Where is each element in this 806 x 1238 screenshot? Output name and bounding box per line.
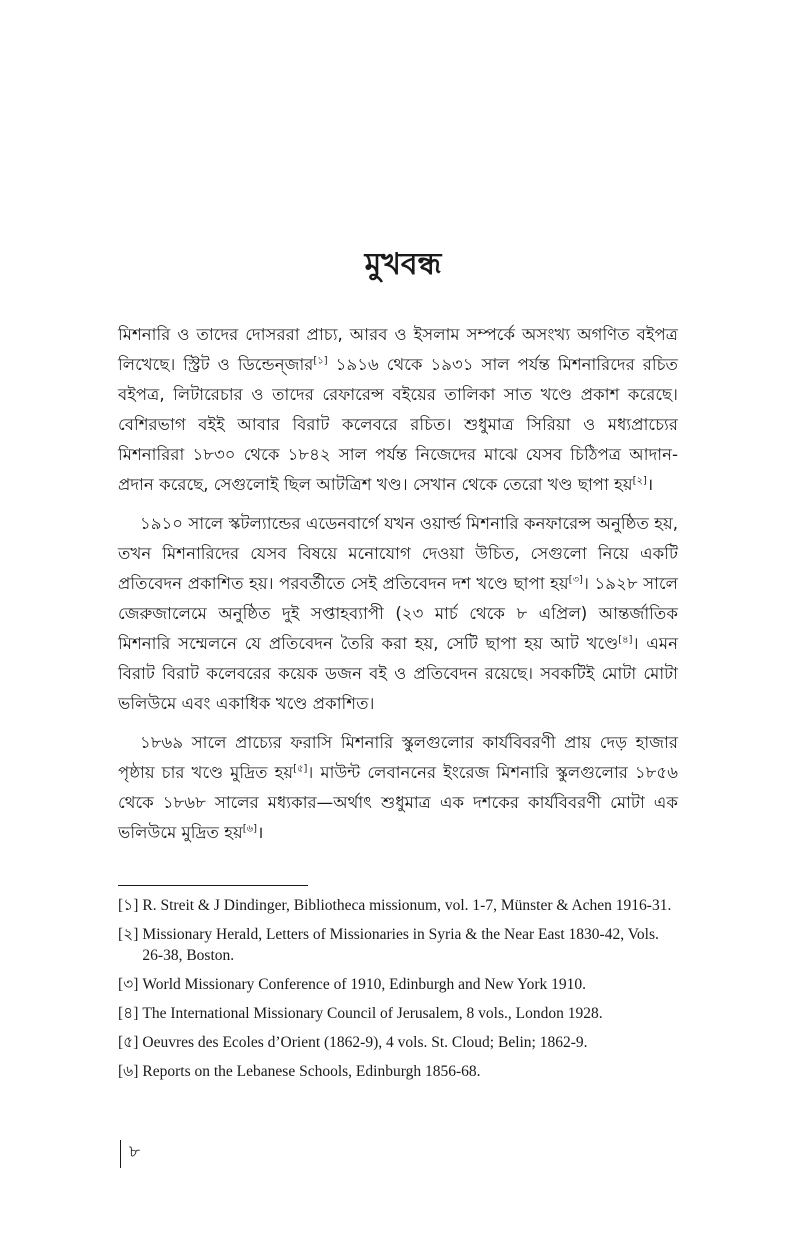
footnote-mark: [৬] [118,1063,139,1080]
paragraph-3 [118,728,678,848]
paragraph-text: । [257,823,264,842]
footnote-mark: [৪] [118,1005,139,1022]
footnote-ref-1[interactable]: [১] [313,355,328,367]
footnote-text: The International Missionary Council of Jerusalem, 8 vols., London 1928. [142,1005,603,1022]
paragraph-text: ১৯১০ সালে স্কটল্যান্ডের এডেনবার্গে যখন ওয়ার্ল্ড মিশনারি কনফারেন্স অনুষ্ঠিত হয়, তখন মিশনারিদের যেসব বিষয়ে মনোযোগ দেওয়া উচিত, সেগুলো নিয়ে একটি প্রতিবেদন প্রকাশিত হয়। পরবর্তীতে সেই প্রতিবেদন দশ খণ্ডে ছাপা হয় [118,514,678,593]
footnote-text: World Missionary Conference of 1910, Edinburgh and New York 1910. [142,976,587,993]
footnote-1 [118,895,680,916]
paragraph-2 [118,509,678,719]
paragraph-1 [118,320,678,500]
paragraph-text: মিশনারি ও তাদের দোসররা প্রাচ্য, আরব ও ইসলাম সম্পর্কে অসংখ্য অগণিত বইপত্র লিখেছে। স্ট্রিট ও ডিন্ডেন্‌জার [118,325,678,374]
footnote-text: Oeuvres des Ecoles d’Orient (1862-9), 4 vols. St. Cloud; Belin; 1862-9. [142,1034,588,1051]
paragraph-text: । মাউন্ট লেবাননের ইংরেজ মিশনারি স্কুলগুলোর ১৮৫৬ থেকে ১৮৬৮ সালের মধ্যকার—অর্থাৎ শুধুমাত্র এক দশকের কার্যবিবরণী মোটা এক ভলিউমে মুদ্রিত হয় [118,763,678,842]
footnote-divider [118,885,308,886]
footnote-2 [118,924,680,966]
footnote-mark: [৩] [118,976,139,993]
footnote-4 [118,1003,680,1024]
page-number: ৮ [129,1142,141,1162]
footnote-mark: [১] [118,897,139,914]
footnote-ref-2[interactable]: [২] [632,475,647,487]
footnote-ref-3[interactable]: [৩] [568,574,583,586]
page-title: মুখবন্ধ [364,247,442,282]
paragraph-text: ১৮৬৯ সালে প্রাচ্যের ফরাসি মিশনারি স্কুলগুলোর কার্যবিবরণী প্রায় দেড় হাজার পৃষ্ঠায় চার খণ্ডে মুদ্রিত হয় [118,733,678,782]
body-text [118,320,678,857]
footnote-5 [118,1032,680,1053]
footnote-mark: [৫] [118,1034,139,1051]
footnote-mark: [২] [118,926,139,943]
footnote-ref-6[interactable]: [৬] [242,823,258,835]
footnote-3 [118,974,680,995]
footnote-ref-5[interactable]: [৫] [293,763,308,775]
footnote-text: Reports on the Lebanese Schools, Edinburgh 1856-68. [142,1063,481,1080]
footnote-text: R. Streit & J Dindinger, Bibliotheca missionum, vol. 1-7, Münster & Achen 1916-31. [142,897,672,914]
footnote-text: Missionary Herald, Letters of Missionaries in Syria & the Near East 1830-42, Vols. 26-38, Boston. [142,926,659,964]
paragraph-text: । এমন বিরাট বিরাট কলেবরের কয়েক ডজন বই ও প্রতিবেদন রয়েছে। সবকটিই মোটা মোটা ভলিউমে এবং একাধিক খণ্ডে প্রকাশিত। [118,634,679,713]
footnotes [118,895,680,1090]
paragraph-text: । ১৯২৮ সালে জেরুজালেমে অনুষ্ঠিত দুই সপ্তাহব্যাপী (২৩ মার্চ থেকে ৮ এপ্রিল) আন্তর্জাতিক মিশনারি সম্মেলনে যে প্রতিবেদন তৈরি করা হয়, সেটি ছাপা হয় আট খণ্ডে [118,574,678,653]
page-number-bar [120,1140,121,1168]
paragraph-text: । [646,475,654,494]
paragraph-text: ১৯১৬ থেকে ১৯৩১ সাল পর্যন্ত মিশনারিদের রচিত বইপত্র, লিটারেচার ও তাদের রেফারেন্স বইয়ের তালিকা সাত খণ্ডে প্রকাশ করেছে। বেশিরভাগ বইই আবার বিরাট কলেবরে রচিত। শুধুমাত্র সিরিয়া ও মধ্যপ্রাচ্যের মিশনারিরা ১৮৩০ থেকে ১৮৪২ সাল পর্যন্ত নিজেদের মাঝে যেসব চিঠিপত্র আদান-প্রদান করেছে, সেগুলোই ছিল আটত্রিশ খণ্ড। সেখান থেকে তেরো খণ্ড ছাপা হয় [118,355,678,494]
footnote-6 [118,1061,680,1082]
footnote-ref-4[interactable]: [৪] [618,634,633,646]
